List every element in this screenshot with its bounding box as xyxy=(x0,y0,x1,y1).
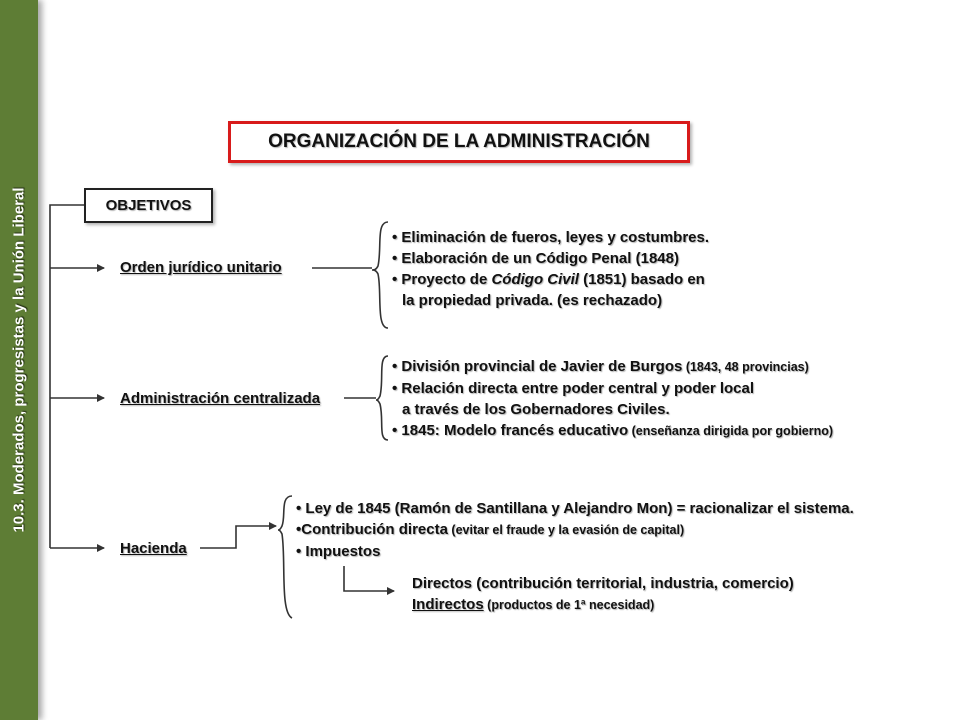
impuestos-to-taxes xyxy=(344,566,394,591)
hacienda-to-list xyxy=(200,526,276,548)
list-item: •Contribución directa (evitar el fraude y la evasión de capital) xyxy=(296,521,685,538)
hacienda-items xyxy=(296,498,854,562)
list-item: la propiedad privada. (es rechazado) xyxy=(402,292,663,309)
brace-orden xyxy=(372,222,388,328)
diagram-title: ORGANIZACIÓN DE LA ADMINISTRACIÓN xyxy=(228,121,690,163)
sidebar-title: 10.3. Moderados, progresistas y la Unión Liberal xyxy=(10,187,28,533)
list-item: • Eliminación de fueros, leyes y costumbres. xyxy=(392,229,710,246)
orden-items xyxy=(392,227,709,311)
list-item: a través de los Gobernadores Civiles. xyxy=(402,401,670,418)
branch-label-hacienda: Hacienda xyxy=(120,540,187,557)
branch-label-administracion: Administración centralizada xyxy=(120,390,321,407)
list-item: • División provincial de Javier de Burgos (1843, 48 provincias) xyxy=(392,358,809,375)
administracion-items xyxy=(392,356,833,442)
objectives-box: OBJETIVOS xyxy=(84,188,213,223)
brace-administracion xyxy=(376,356,388,440)
branch-label-orden: Orden jurídico unitario xyxy=(120,259,282,276)
list-item: • Ley de 1845 (Ramón de Santillana y Alejandro Mon) = racionalizar el sistema. xyxy=(296,500,854,517)
tax-direct: Directos (contribución territorial, industria, comercio) xyxy=(412,575,794,592)
list-item: • Proyecto de Código Civil (1851) basado en xyxy=(392,271,705,288)
tax-types xyxy=(412,573,794,616)
list-item: • Relación directa entre poder central y poder local xyxy=(392,380,755,397)
list-item: • Impuestos xyxy=(296,543,381,560)
list-item: • 1845: Modelo francés educativo (enseñanza dirigida por gobierno) xyxy=(392,422,834,439)
tax-indirect: Indirectos (productos de 1ª necesidad) xyxy=(412,596,655,613)
objectives-connector xyxy=(50,205,84,548)
list-item: • Elaboración de un Código Penal (1848) xyxy=(392,250,679,267)
brace-hacienda xyxy=(278,496,292,618)
